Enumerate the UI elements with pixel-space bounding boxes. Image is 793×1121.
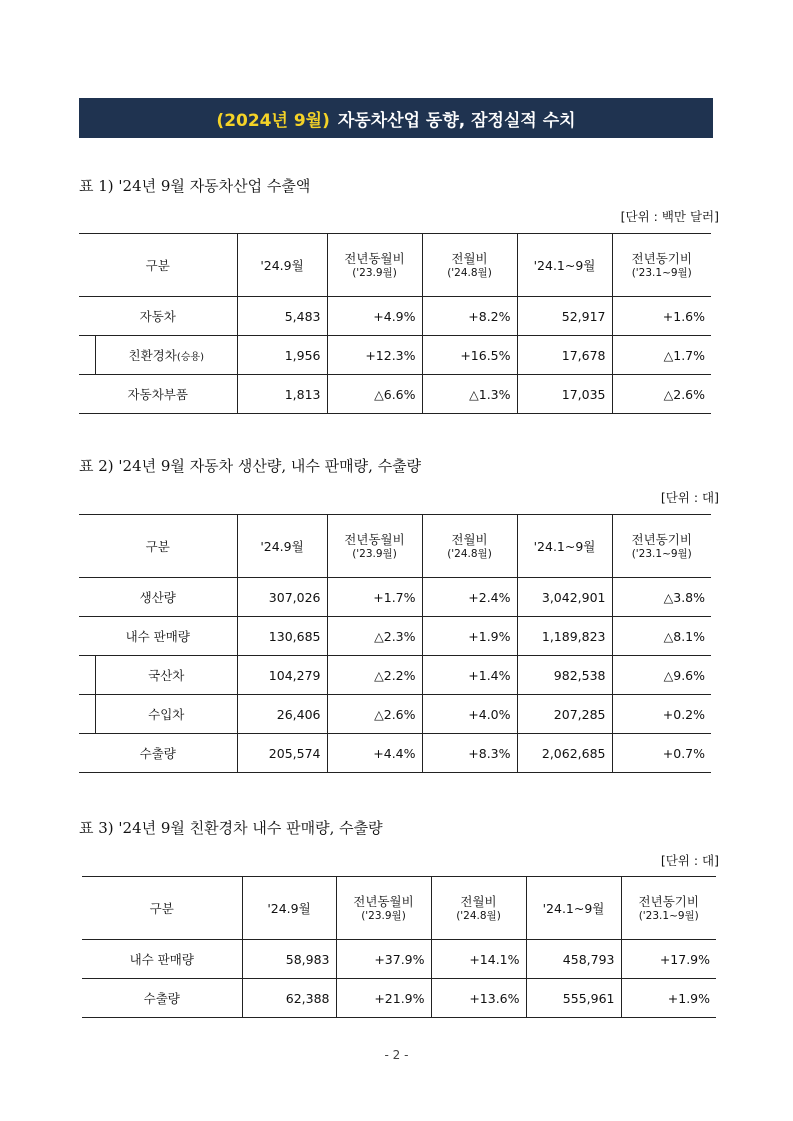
cell-value: △1.3% <box>422 375 517 414</box>
table1-caption: 표 1) '24년 9월 자동차산업 수출액 <box>79 177 311 195</box>
header-ytd: '24.1~9월 <box>526 877 621 940</box>
cell-value: 2,062,685 <box>517 734 612 773</box>
cell-value: 52,917 <box>517 297 612 336</box>
cell-value: +1.4% <box>422 656 517 695</box>
table2-header-row <box>79 515 711 578</box>
row-label-indented <box>79 695 237 734</box>
cell-value: △1.7% <box>612 336 711 375</box>
cell-value: 1,189,823 <box>517 617 612 656</box>
row-label: 수출량 <box>79 734 237 773</box>
header-category: 구분 <box>79 234 237 297</box>
banner-period: (2024년 9월) <box>216 110 330 131</box>
header-yoy-ytd: 전년동기비 ('23.1~9월) <box>621 877 716 940</box>
cell-value: 130,685 <box>237 617 327 656</box>
cell-value: 307,026 <box>237 578 327 617</box>
page-number: - 2 - <box>384 1048 409 1062</box>
table1 <box>79 233 711 414</box>
table-row <box>79 336 711 375</box>
row-label: 자동차 <box>79 297 237 336</box>
cell-value: +2.4% <box>422 578 517 617</box>
header-ytd: '24.1~9월 <box>517 234 612 297</box>
header-mom: 전월비 ('24.8월) <box>431 877 526 940</box>
row-label-indented <box>79 656 237 695</box>
row-label: 자동차부품 <box>79 375 237 414</box>
cell-value: +8.2% <box>422 297 517 336</box>
table-row <box>79 656 711 695</box>
cell-value: △9.6% <box>612 656 711 695</box>
cell-value: +1.6% <box>612 297 711 336</box>
table3-unit: [단위 : 대] <box>660 853 719 868</box>
cell-value: 207,285 <box>517 695 612 734</box>
cell-value: +0.2% <box>612 695 711 734</box>
table1-header-row <box>79 234 711 297</box>
cell-value: 58,983 <box>242 940 336 979</box>
cell-value: 3,042,901 <box>517 578 612 617</box>
row-label: 국산차 <box>148 668 185 683</box>
table-row <box>79 297 711 336</box>
cell-value: 1,956 <box>237 336 327 375</box>
cell-value: △6.6% <box>327 375 422 414</box>
header-ytd: '24.1~9월 <box>517 515 612 578</box>
cell-value: +14.1% <box>431 940 526 979</box>
table2-caption: 표 2) '24년 9월 자동차 생산량, 내수 판매량, 수출량 <box>79 457 422 475</box>
cell-value: +21.9% <box>336 979 431 1018</box>
row-label-suffix: (승용) <box>176 351 204 363</box>
cell-value: +16.5% <box>422 336 517 375</box>
header-mom: 전월비 ('24.8월) <box>422 234 517 297</box>
cell-value: △2.6% <box>612 375 711 414</box>
row-label: 내수 판매량 <box>82 940 242 979</box>
header-month: '24.9월 <box>237 234 327 297</box>
cell-value: 458,793 <box>526 940 621 979</box>
title-banner <box>79 98 713 138</box>
row-label: 수입차 <box>148 707 185 722</box>
header-month: '24.9월 <box>242 877 336 940</box>
header-month: '24.9월 <box>237 515 327 578</box>
table-row <box>82 940 716 979</box>
cell-value: +4.9% <box>327 297 422 336</box>
header-mom: 전월비 ('24.8월) <box>422 515 517 578</box>
table2-unit: [단위 : 대] <box>660 490 719 505</box>
cell-value: +17.9% <box>621 940 716 979</box>
cell-value: +12.3% <box>327 336 422 375</box>
table-row <box>82 979 716 1018</box>
table-row <box>79 695 711 734</box>
row-label: 수출량 <box>82 979 242 1018</box>
banner-title: 자동차산업 동향, 잠정실적 수치 <box>337 110 576 131</box>
cell-value: +0.7% <box>612 734 711 773</box>
header-yoy-ytd: 전년동기비 ('23.1~9월) <box>612 234 711 297</box>
header-yoy-month: 전년동월비 ('23.9월) <box>327 515 422 578</box>
cell-value: 5,483 <box>237 297 327 336</box>
header-yoy-ytd: 전년동기비 ('23.1~9월) <box>612 515 711 578</box>
cell-value: +37.9% <box>336 940 431 979</box>
row-label: 생산량 <box>79 578 237 617</box>
cell-value: △2.3% <box>327 617 422 656</box>
header-yoy-month: 전년동월비 ('23.9월) <box>336 877 431 940</box>
cell-value: 17,678 <box>517 336 612 375</box>
cell-value: +4.4% <box>327 734 422 773</box>
table-row <box>79 375 711 414</box>
cell-value: +1.7% <box>327 578 422 617</box>
cell-value: △3.8% <box>612 578 711 617</box>
cell-value: +1.9% <box>621 979 716 1018</box>
cell-value: +8.3% <box>422 734 517 773</box>
row-label: 내수 판매량 <box>79 617 237 656</box>
cell-value: 17,035 <box>517 375 612 414</box>
table-row <box>79 578 711 617</box>
cell-value: △8.1% <box>612 617 711 656</box>
table-row <box>79 734 711 773</box>
cell-value: 1,813 <box>237 375 327 414</box>
table3-header-row <box>82 877 716 940</box>
table-row <box>79 617 711 656</box>
cell-value: +1.9% <box>422 617 517 656</box>
table3-caption: 표 3) '24년 9월 친환경차 내수 판매량, 수출량 <box>79 819 383 837</box>
table2 <box>79 514 711 773</box>
cell-value: 62,388 <box>242 979 336 1018</box>
cell-value: +13.6% <box>431 979 526 1018</box>
header-category: 구분 <box>82 877 242 940</box>
header-category: 구분 <box>79 515 237 578</box>
table1-unit: [단위 : 백만 달러] <box>620 209 719 224</box>
cell-value: △2.2% <box>327 656 422 695</box>
cell-value: 104,279 <box>237 656 327 695</box>
cell-value: △2.6% <box>327 695 422 734</box>
table3 <box>82 876 716 1018</box>
cell-value: 982,538 <box>517 656 612 695</box>
cell-value: 555,961 <box>526 979 621 1018</box>
cell-value: +4.0% <box>422 695 517 734</box>
cell-value: 26,406 <box>237 695 327 734</box>
row-label: 친환경차 <box>128 348 177 363</box>
cell-value: 205,574 <box>237 734 327 773</box>
header-yoy-month: 전년동월비 ('23.9월) <box>327 234 422 297</box>
row-label-indented <box>79 336 237 375</box>
